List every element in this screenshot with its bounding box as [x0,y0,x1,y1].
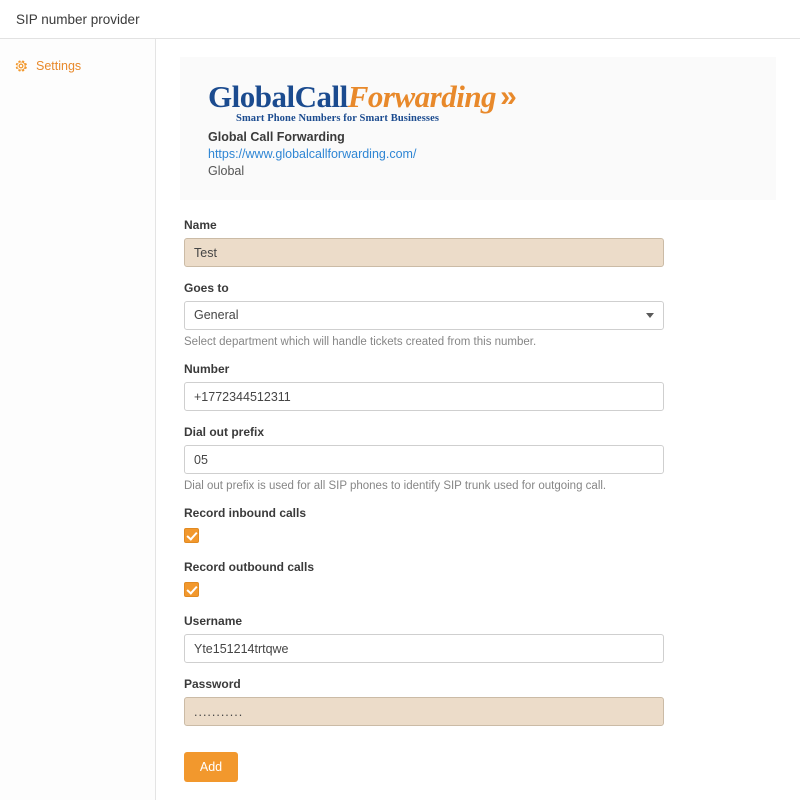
username-input[interactable] [184,634,664,663]
gear-icon [14,59,28,73]
chevrons-icon: » [500,80,511,113]
dial-out-prefix-input[interactable] [184,445,664,474]
logo-text-forwarding: Forwarding [347,79,497,114]
goes-to-select[interactable]: General [184,301,664,330]
logo-tagline: Smart Phone Numbers for Smart Businesses [236,113,440,124]
sidebar-item-label: Settings [36,59,82,73]
provider-card [180,57,776,200]
sidebar-item-settings[interactable] [0,53,155,79]
field-dial-out-prefix [184,425,776,492]
record-outbound-checkbox[interactable] [184,582,199,597]
provider-logo [208,79,776,124]
provider-scope: Global [208,164,245,178]
field-name [184,218,776,267]
field-number [184,362,776,411]
goes-to-hint: Select department which will handle tickets created from this number. [184,336,537,348]
logo-text-call: Call [294,79,348,114]
sip-provider-form [180,218,776,800]
provider-name: Global Call Forwarding [208,130,345,144]
dial-out-prefix-hint: Dial out prefix is used for all SIP phones to identify SIP trunk used for outgoing call. [184,480,607,492]
logo-text-global: Global [208,79,295,114]
field-username [184,614,776,663]
username-label: Username [184,614,243,628]
name-input[interactable] [184,238,664,267]
record-inbound-checkbox[interactable] [184,528,199,543]
field-record-inbound [184,506,776,546]
page-title: SIP number provider [16,11,140,27]
main-content [156,39,800,800]
content-wrapper [156,39,800,800]
sidebar [0,39,156,800]
field-password [184,677,776,726]
goes-to-label: Goes to [184,281,229,295]
field-record-outbound [184,560,776,600]
provider-url-link[interactable]: https://www.globalcallforwarding.com/ [208,147,417,161]
record-inbound-label: Record inbound calls [184,506,307,520]
password-label: Password [184,677,241,691]
dial-out-prefix-label: Dial out prefix [184,425,265,439]
record-outbound-label: Record outbound calls [184,560,315,574]
number-input[interactable] [184,382,664,411]
number-label: Number [184,362,230,376]
add-button[interactable]: Add [184,752,238,782]
titlebar [0,0,800,39]
password-input[interactable] [184,697,664,726]
name-label: Name [184,218,217,232]
body [0,39,800,800]
field-goes-to [184,281,776,348]
